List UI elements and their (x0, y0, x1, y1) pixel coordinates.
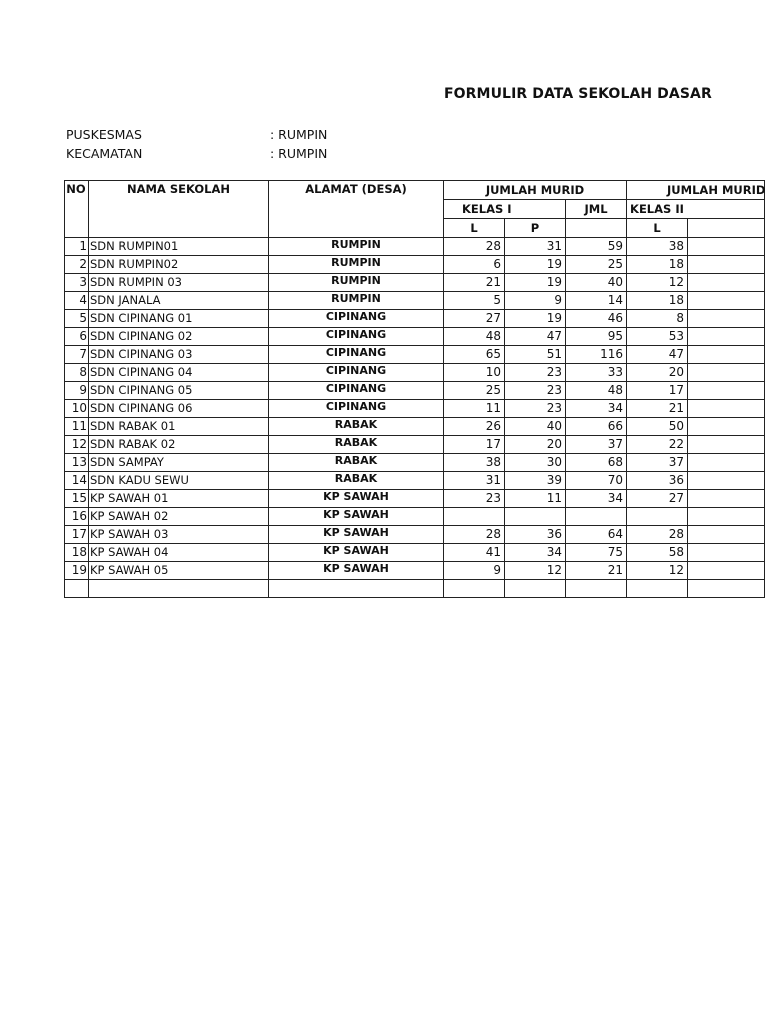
cell-jml: 64 (566, 526, 627, 544)
cell-nama-sekolah: SDN RABAK 01 (89, 418, 269, 436)
cell-kelas-2-p (688, 328, 765, 346)
cell-nama-sekolah: SDN CIPINANG 01 (89, 310, 269, 328)
cell-kelas-1-p: 51 (505, 346, 566, 364)
cell-kelas-1-l: 41 (444, 544, 505, 562)
cell-kelas-1-p: 23 (505, 382, 566, 400)
cell-kelas-1-p: 31 (505, 238, 566, 256)
cell-kelas-1-l: 31 (444, 472, 505, 490)
cell-kelas-2-p (688, 382, 765, 400)
cell-jml: 66 (566, 418, 627, 436)
cell-alamat-desa: RABAK (269, 454, 444, 472)
table-row (65, 256, 765, 274)
kecamatan-row (66, 146, 366, 164)
kecamatan-value: : RUMPIN (270, 146, 328, 161)
cell-kelas-2-l: 18 (627, 256, 688, 274)
cell-empty (65, 580, 89, 598)
cell-jml: 70 (566, 472, 627, 490)
cell-no: 14 (65, 472, 89, 490)
cell-kelas-2-p (688, 274, 765, 292)
puskesmas-row (66, 127, 366, 145)
cell-nama-sekolah: SDN RUMPIN01 (89, 238, 269, 256)
cell-no: 13 (65, 454, 89, 472)
cell-no: 2 (65, 256, 89, 274)
cell-empty (89, 580, 269, 598)
cell-jml: 33 (566, 364, 627, 382)
table-row (65, 454, 765, 472)
cell-kelas-1-p: 30 (505, 454, 566, 472)
cell-alamat-desa: KP SAWAH (269, 526, 444, 544)
cell-no: 7 (65, 346, 89, 364)
col-header-jumlah-murid: JUMLAH MURID (444, 181, 627, 200)
cell-empty (566, 580, 627, 598)
table-row (65, 418, 765, 436)
puskesmas-label: PUSKESMAS (66, 127, 142, 142)
cell-kelas-2-l: 53 (627, 328, 688, 346)
cell-jml: 40 (566, 274, 627, 292)
cell-jml: 95 (566, 328, 627, 346)
cell-kelas-1-l (444, 508, 505, 526)
kecamatan-label: KECAMATAN (66, 146, 143, 161)
cell-nama-sekolah: SDN RUMPIN 03 (89, 274, 269, 292)
cell-no: 18 (65, 544, 89, 562)
cell-empty (505, 580, 566, 598)
table-row-empty (65, 580, 765, 598)
table-row (65, 346, 765, 364)
cell-nama-sekolah: SDN CIPINANG 03 (89, 346, 269, 364)
cell-nama-sekolah: SDN RUMPIN02 (89, 256, 269, 274)
cell-nama-sekolah: KP SAWAH 02 (89, 508, 269, 526)
cell-kelas-1-p: 36 (505, 526, 566, 544)
table-row (65, 400, 765, 418)
col-header-p: P (505, 219, 566, 238)
cell-kelas-2-p (688, 490, 765, 508)
cell-jml: 68 (566, 454, 627, 472)
cell-alamat-desa: RABAK (269, 472, 444, 490)
cell-alamat-desa: CIPINANG (269, 346, 444, 364)
cell-alamat-desa: RUMPIN (269, 292, 444, 310)
cell-kelas-2-l: 8 (627, 310, 688, 328)
cell-kelas-1-l: 28 (444, 526, 505, 544)
col-header-nama-sekolah: NAMA SEKOLAH (89, 181, 269, 238)
cell-nama-sekolah: SDN JANALA (89, 292, 269, 310)
cell-nama-sekolah: KP SAWAH 04 (89, 544, 269, 562)
cell-kelas-2-l: 12 (627, 562, 688, 580)
cell-kelas-2-l: 38 (627, 238, 688, 256)
col-header-l-2: L (627, 219, 688, 238)
cell-kelas-1-l: 25 (444, 382, 505, 400)
cell-kelas-2-p (688, 472, 765, 490)
table-row (65, 472, 765, 490)
cell-kelas-1-l: 9 (444, 562, 505, 580)
cell-kelas-1-l: 21 (444, 274, 505, 292)
cell-kelas-2-p (688, 292, 765, 310)
cell-no: 5 (65, 310, 89, 328)
cell-kelas-1-p: 23 (505, 364, 566, 382)
cell-kelas-2-p (688, 346, 765, 364)
cell-kelas-2-p (688, 562, 765, 580)
cell-kelas-2-l (627, 508, 688, 526)
cell-no: 12 (65, 436, 89, 454)
cell-kelas-2-l: 17 (627, 382, 688, 400)
cell-kelas-1-l: 26 (444, 418, 505, 436)
cell-alamat-desa: CIPINANG (269, 364, 444, 382)
cell-no: 19 (65, 562, 89, 580)
cell-kelas-1-l: 5 (444, 292, 505, 310)
cell-jml: 34 (566, 400, 627, 418)
cell-kelas-1-l: 10 (444, 364, 505, 382)
cell-alamat-desa: KP SAWAH (269, 508, 444, 526)
cell-kelas-1-p: 47 (505, 328, 566, 346)
cell-nama-sekolah: SDN CIPINANG 06 (89, 400, 269, 418)
col-header-jumlah-murid-2: JUMLAH MURID (627, 181, 765, 200)
cell-kelas-2-l: 27 (627, 490, 688, 508)
cell-alamat-desa: CIPINANG (269, 382, 444, 400)
cell-kelas-2-p (688, 238, 765, 256)
cell-jml: 21 (566, 562, 627, 580)
cell-alamat-desa: RUMPIN (269, 238, 444, 256)
cell-kelas-1-p: 9 (505, 292, 566, 310)
cell-nama-sekolah: KP SAWAH 03 (89, 526, 269, 544)
cell-no: 3 (65, 274, 89, 292)
col-header-alamat: ALAMAT (DESA) (269, 181, 444, 238)
table-row (65, 328, 765, 346)
cell-kelas-1-p: 19 (505, 256, 566, 274)
table-row (65, 274, 765, 292)
cell-kelas-1-p (505, 508, 566, 526)
cell-alamat-desa: CIPINANG (269, 328, 444, 346)
cell-no: 10 (65, 400, 89, 418)
cell-kelas-2-l: 20 (627, 364, 688, 382)
school-data-table-viewport (64, 180, 766, 606)
cell-no: 1 (65, 238, 89, 256)
cell-kelas-2-p (688, 256, 765, 274)
cell-alamat-desa: CIPINANG (269, 310, 444, 328)
cell-kelas-2-p (688, 526, 765, 544)
cell-kelas-1-p: 12 (505, 562, 566, 580)
cell-kelas-2-l: 22 (627, 436, 688, 454)
cell-empty (627, 580, 688, 598)
cell-jml: 14 (566, 292, 627, 310)
cell-no: 4 (65, 292, 89, 310)
school-data-table (64, 180, 765, 598)
cell-jml: 46 (566, 310, 627, 328)
cell-alamat-desa: RUMPIN (269, 256, 444, 274)
cell-kelas-2-l: 50 (627, 418, 688, 436)
cell-kelas-2-l: 21 (627, 400, 688, 418)
cell-kelas-1-l: 28 (444, 238, 505, 256)
table-row (65, 238, 765, 256)
cell-jml: 48 (566, 382, 627, 400)
cell-kelas-2-l: 58 (627, 544, 688, 562)
cell-kelas-2-p (688, 436, 765, 454)
table-row (65, 490, 765, 508)
cell-kelas-2-l: 18 (627, 292, 688, 310)
table-row (65, 562, 765, 580)
col-header-jml: JML (566, 200, 627, 219)
cell-alamat-desa: KP SAWAH (269, 544, 444, 562)
cell-kelas-2-p (688, 508, 765, 526)
cell-kelas-1-l: 6 (444, 256, 505, 274)
cell-no: 9 (65, 382, 89, 400)
cell-kelas-1-p: 20 (505, 436, 566, 454)
cell-kelas-1-p: 11 (505, 490, 566, 508)
cell-empty (269, 580, 444, 598)
cell-nama-sekolah: SDN SAMPAY (89, 454, 269, 472)
cell-jml: 34 (566, 490, 627, 508)
table-row (65, 382, 765, 400)
cell-kelas-2-l: 12 (627, 274, 688, 292)
cell-jml: 37 (566, 436, 627, 454)
cell-kelas-1-l: 17 (444, 436, 505, 454)
cell-kelas-2-l: 36 (627, 472, 688, 490)
cell-kelas-1-l: 38 (444, 454, 505, 472)
col-header-kelas-1: KELAS I (444, 200, 566, 219)
col-header-no: NO (65, 181, 89, 238)
cell-nama-sekolah: SDN CIPINANG 02 (89, 328, 269, 346)
cell-no: 17 (65, 526, 89, 544)
cell-no: 16 (65, 508, 89, 526)
col-header-blank (688, 219, 765, 238)
cell-alamat-desa: RABAK (269, 436, 444, 454)
cell-kelas-2-l: 47 (627, 346, 688, 364)
cell-kelas-2-p (688, 310, 765, 328)
cell-jml: 59 (566, 238, 627, 256)
table-row (65, 436, 765, 454)
puskesmas-value: : RUMPIN (270, 127, 328, 142)
cell-alamat-desa: KP SAWAH (269, 490, 444, 508)
cell-alamat-desa: CIPINANG (269, 400, 444, 418)
cell-nama-sekolah: SDN KADU SEWU (89, 472, 269, 490)
cell-kelas-2-p (688, 418, 765, 436)
cell-empty (444, 580, 505, 598)
cell-kelas-2-l: 28 (627, 526, 688, 544)
table-row (65, 508, 765, 526)
cell-nama-sekolah: KP SAWAH 01 (89, 490, 269, 508)
cell-no: 15 (65, 490, 89, 508)
cell-kelas-1-p: 39 (505, 472, 566, 490)
col-header-kelas-2: KELAS II (627, 200, 765, 219)
cell-kelas-1-l: 23 (444, 490, 505, 508)
table-row (65, 292, 765, 310)
cell-no: 8 (65, 364, 89, 382)
cell-kelas-1-l: 65 (444, 346, 505, 364)
col-header-l: L (444, 219, 505, 238)
table-row (65, 544, 765, 562)
cell-kelas-2-p (688, 400, 765, 418)
cell-jml (566, 508, 627, 526)
cell-alamat-desa: RUMPIN (269, 274, 444, 292)
cell-kelas-2-p (688, 454, 765, 472)
cell-no: 11 (65, 418, 89, 436)
cell-alamat-desa: RABAK (269, 418, 444, 436)
cell-nama-sekolah: KP SAWAH 05 (89, 562, 269, 580)
table-row (65, 310, 765, 328)
cell-jml: 25 (566, 256, 627, 274)
cell-jml: 116 (566, 346, 627, 364)
cell-empty (688, 580, 765, 598)
cell-nama-sekolah: SDN CIPINANG 04 (89, 364, 269, 382)
cell-kelas-2-p (688, 544, 765, 562)
cell-nama-sekolah: SDN RABAK 02 (89, 436, 269, 454)
cell-no: 6 (65, 328, 89, 346)
page-title: FORMULIR DATA SEKOLAH DASAR (444, 86, 712, 102)
table-row (65, 526, 765, 544)
cell-nama-sekolah: SDN CIPINANG 05 (89, 382, 269, 400)
cell-kelas-2-l: 37 (627, 454, 688, 472)
cell-kelas-1-p: 19 (505, 274, 566, 292)
cell-kelas-1-p: 23 (505, 400, 566, 418)
cell-kelas-1-l: 11 (444, 400, 505, 418)
cell-alamat-desa: KP SAWAH (269, 562, 444, 580)
cell-kelas-1-l: 27 (444, 310, 505, 328)
cell-jml: 75 (566, 544, 627, 562)
cell-kelas-1-p: 19 (505, 310, 566, 328)
table-row (65, 364, 765, 382)
col-header-jml-blank (566, 219, 627, 238)
cell-kelas-1-l: 48 (444, 328, 505, 346)
cell-kelas-2-p (688, 364, 765, 382)
cell-kelas-1-p: 40 (505, 418, 566, 436)
cell-kelas-1-p: 34 (505, 544, 566, 562)
